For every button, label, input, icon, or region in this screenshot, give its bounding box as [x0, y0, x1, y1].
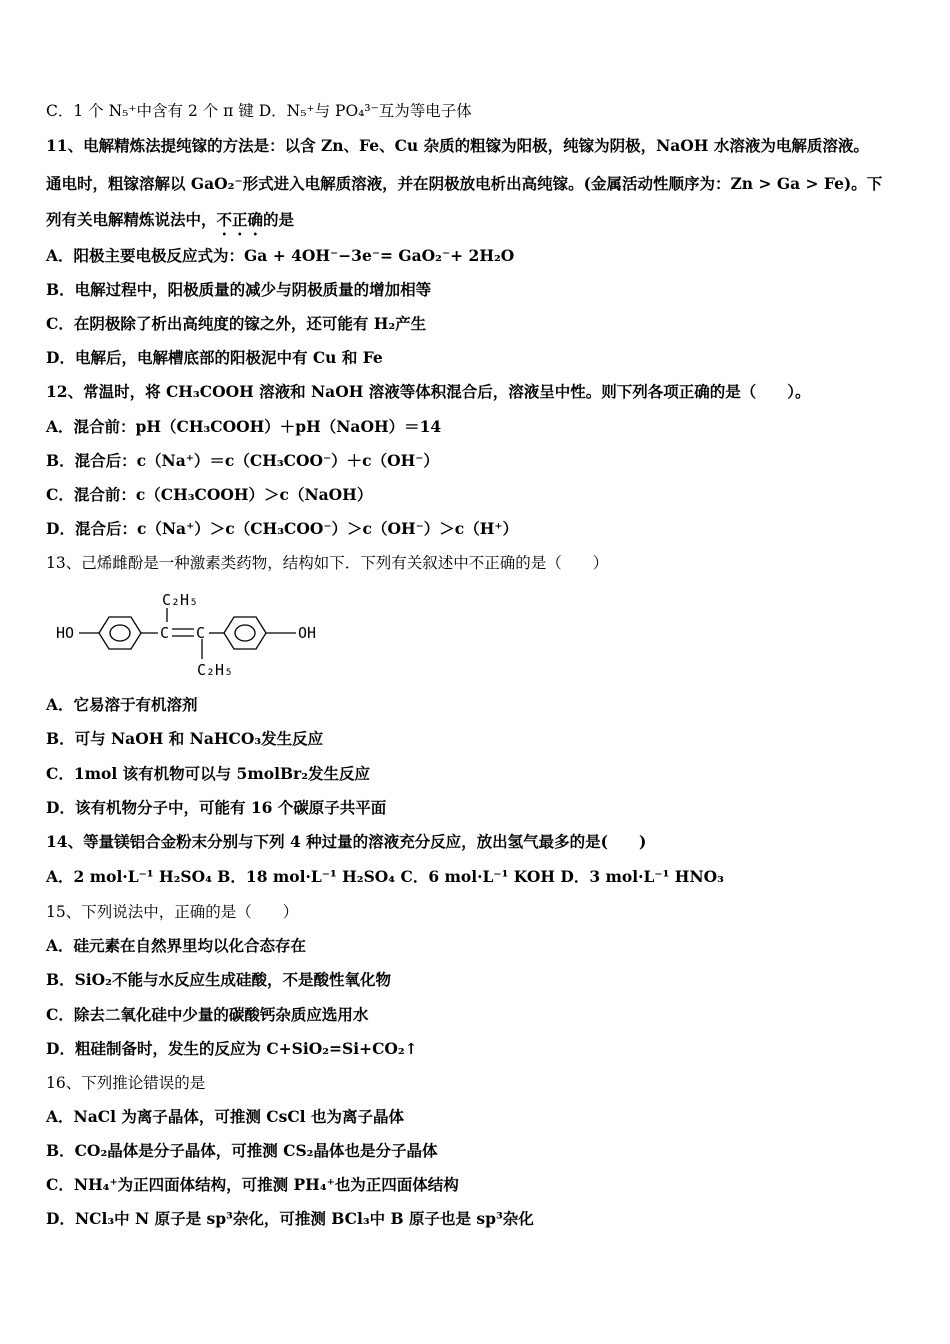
- q12-option-c: C．混合前：c（CH₃COOH）＞c（NaOH）: [46, 485, 373, 504]
- q14-stem: 14、等量镁铝合金粉末分别与下列 4 种过量的溶液充分反应，放出氢气最多的是( ): [46, 832, 647, 851]
- q12-option-d: D．混合后：c（Na⁺）＞c（CH₃COO⁻）＞c（OH⁻）＞c（H⁺）: [46, 519, 519, 538]
- q11-stem-line3: [46, 210, 294, 239]
- q15-option-b: B．SiO₂不能与水反应生成硅酸，不是酸性氧化物: [46, 970, 391, 989]
- q11-option-b: B．电解过程中，阳极质量的减少与阴极质量的增加相等: [46, 280, 432, 299]
- q11-stem-line2: 通电时，粗镓溶解以 GaO₂⁻形式进入电解质溶液，并在阴极放电析出高纯镓。(金属活动性顺序为：Zn > Ga > Fe)。下: [46, 174, 883, 193]
- oh-label: OH: [298, 624, 317, 642]
- q11-stem-post: 的是: [263, 210, 295, 229]
- q15-option-c: C．除去二氧化硅中少量的碳酸钙杂质应选用水: [46, 1005, 369, 1024]
- q15-option-a: A．硅元素在自然界里均以化合态存在: [46, 936, 307, 955]
- q11-stem-line1: 11、电解精炼法提纯镓的方法是：以含 Zn、Fe、Cu 杂质的粗镓为阳极，纯镓为阴极，NaOH 水溶液为电解质溶液。: [46, 136, 869, 155]
- q12-option-a: A．混合前：pH（CH₃COOH）＋pH（NaOH）＝14: [46, 417, 442, 436]
- q13-option-b: B．可与 NaOH 和 NaHCO₃发生反应: [46, 729, 324, 748]
- q16-stem: 16、下列推论错误的是: [46, 1074, 206, 1092]
- q10-option-c-d: C．1 个 N₅⁺中含有 2 个 π 键 D．N₅⁺与 PO₄³⁻互为等电子体: [46, 102, 472, 120]
- diethylstilbestrol-structure: [52, 587, 327, 683]
- q12-option-b: B．混合后：c（Na⁺）＝c（CH₃COO⁻）＋c（OH⁻）: [46, 451, 439, 470]
- benzene-ring-right: [224, 617, 266, 649]
- q15-stem: 15、下列说法中，正确的是（ ）: [46, 903, 299, 921]
- q16-option-c: C．NH₄⁺为正四面体结构，可推测 PH₄⁺也为正四面体结构: [46, 1175, 459, 1194]
- q13-option-d: D．该有机物分子中，可能有 16 个碳原子共平面: [46, 798, 387, 817]
- q16-option-d: D．NCl₃中 N 原子是 sp³杂化，可推测 BCl₃中 B 原子也是 sp³杂化: [46, 1209, 534, 1228]
- top-ethyl-label: C₂H₅: [162, 591, 199, 609]
- benzene-ring-left: [99, 617, 141, 649]
- ho-label: HO: [56, 624, 75, 642]
- q11-option-d: D．电解后，电解槽底部的阳极泥中有 Cu 和 Fe: [46, 348, 383, 367]
- q13-option-c: C．1mol 该有机物可以与 5molBr₂发生反应: [46, 764, 371, 783]
- q12-stem: 12、常温时，将 CH₃COOH 溶液和 NaOH 溶液等体积混合后，溶液呈中性。则下列各项正确的是（ ）。: [46, 382, 811, 401]
- q16-option-a: A．NaCl 为离子晶体，可推测 CsCl 也为离子晶体: [46, 1107, 404, 1126]
- carbon-left-label: C: [160, 624, 170, 642]
- q11-option-a: A．阳极主要电极反应式为：Ga + 4OH⁻−3e⁻= GaO₂⁻+ 2H₂O: [46, 246, 515, 265]
- q14-options: A．2 mol·L⁻¹ H₂SO₄ B．18 mol·L⁻¹ H₂SO₄ C．6 mol·L⁻¹ KOH D．3 mol·L⁻¹ HNO₃: [46, 867, 724, 886]
- q16-option-b: B．CO₂晶体是分子晶体，可推测 CS₂晶体也是分子晶体: [46, 1141, 438, 1160]
- q13-option-a: A．它易溶于有机溶剂: [46, 695, 198, 714]
- q13-stem: 13、己烯雌酚是一种激素类药物，结构如下．下列有关叙述中不正确的是（ ）: [46, 554, 609, 572]
- q11-stem-pre: 列有关电解精炼说法中，: [46, 210, 217, 229]
- q11-emphasis: 不正确: [216, 210, 264, 229]
- q11-option-c: C．在阴极除了析出高纯度的镓之外，还可能有 H₂产生: [46, 314, 427, 333]
- bottom-ethyl-label: C₂H₅: [197, 661, 234, 679]
- carbon-right-label: C: [196, 624, 206, 642]
- q15-option-d: D．粗硅制备时，发生的反应为 C+SiO₂=Si+CO₂↑: [46, 1039, 418, 1058]
